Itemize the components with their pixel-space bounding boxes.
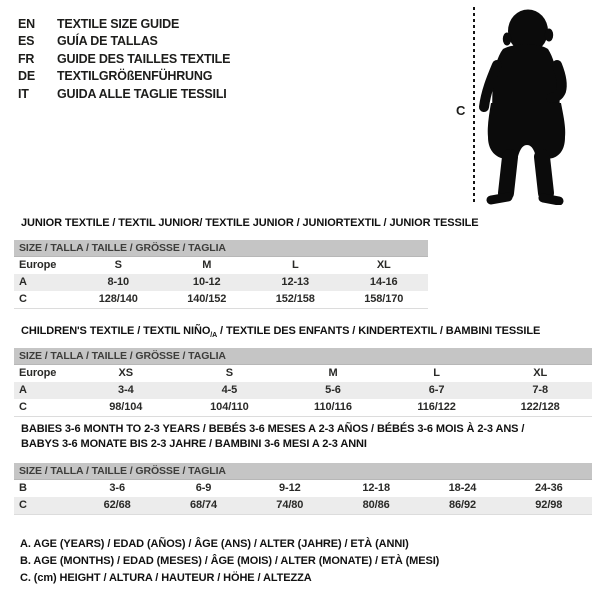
size-cell: M: [328, 367, 338, 379]
age-cell: 4-5: [221, 384, 238, 396]
table-row: [14, 480, 592, 497]
age-cell: 8-10: [107, 276, 130, 288]
age-cell: 3-6: [109, 482, 125, 494]
language-code: IT: [18, 86, 29, 101]
language-label: TEXTILE SIZE GUIDE: [57, 16, 180, 31]
title-text: CHILDREN'S TEXTILE / TEXTIL NIÑO: [21, 325, 211, 337]
row-label: A: [19, 384, 27, 396]
age-cell: 5-6: [325, 384, 341, 396]
size-cell: M: [202, 259, 212, 271]
table-row: [14, 274, 428, 291]
size-cell: S: [225, 367, 234, 379]
size-cell: XL: [376, 259, 391, 271]
age-cell: 12-18: [362, 482, 390, 494]
height-cell: 116/122: [417, 401, 456, 413]
row-label: C: [19, 293, 27, 305]
title-text: / TEXTILE DES ENFANTS / KINDERTEXTIL / BAMBINI TESSILE: [217, 325, 541, 337]
babies-size-table: [14, 463, 592, 515]
size-header-bar: SIZE / TALLA / TAILLE / GRÖSSE / TAGLIA: [14, 240, 428, 257]
height-cell: 158/170: [364, 293, 404, 305]
height-cell: 86/92: [448, 499, 476, 511]
height-cell: 122/128: [520, 401, 560, 413]
height-cell: 68/74: [189, 499, 217, 511]
size-header-bar: SIZE / TALLA / TAILLE / GRÖSSE / TAGLIA: [14, 463, 592, 480]
language-label: GUÍA DE TALLAS: [57, 34, 158, 49]
section-title-children: [21, 325, 540, 339]
row-label: Europe: [19, 367, 57, 379]
height-measure-label: C: [456, 103, 466, 118]
age-cell: 18-24: [448, 482, 477, 494]
size-header-bar: SIZE / TALLA / TAILLE / GRÖSSE / TAGLIA: [14, 348, 592, 365]
junior-size-table: [14, 240, 428, 309]
row-label: C: [19, 499, 27, 511]
height-cell: 140/152: [187, 293, 227, 305]
age-cell: 14-16: [369, 276, 398, 288]
title-line-1: BABIES 3-6 MONTH TO 2-3 YEARS / BEBÉS 3-6 MESES A 2-3 AÑOS / BÉBÉS 3-6 MOIS À 2-3 ANS /: [21, 423, 525, 435]
language-code: FR: [18, 51, 35, 66]
height-cell: 110/116: [314, 401, 352, 413]
row-label: Europe: [19, 259, 57, 271]
table-row: [14, 382, 592, 399]
language-row-es: [18, 33, 230, 51]
height-cell: 62/68: [103, 499, 131, 511]
table-row: [14, 399, 592, 416]
height-cell: 128/140: [98, 293, 138, 305]
age-cell: 9-12: [279, 482, 301, 494]
row-label: B: [19, 482, 27, 494]
age-cell: 6-7: [428, 384, 445, 396]
section-title-junior: JUNIOR TEXTILE / TEXTIL JUNIOR/ TEXTILE JUNIOR / JUNIORTEXTIL / JUNIOR TESSILE: [21, 217, 479, 229]
height-cell: 152/158: [275, 293, 315, 305]
language-row-it: [18, 85, 230, 103]
toddler-silhouette-icon: [455, 5, 600, 205]
table-row: [14, 497, 592, 514]
language-label: GUIDE DES TAILLES TEXTILE: [57, 51, 231, 66]
height-cell: 74/80: [276, 499, 304, 511]
language-code: EN: [18, 16, 35, 31]
size-cell: XS: [118, 367, 134, 379]
section-title-babies: [21, 422, 524, 452]
height-cell: 92/98: [535, 499, 563, 511]
language-code: ES: [18, 34, 35, 49]
legend-line-a: A. AGE (YEARS) / EDAD (AÑOS) / ÂGE (ANS) / ALTER (JAHRE) / ETÀ (ANNI): [20, 538, 409, 550]
title-subscript: /A: [210, 332, 218, 340]
height-cell: 104/110: [210, 401, 249, 413]
language-row-en: [18, 15, 230, 33]
row-label: A: [19, 276, 27, 288]
age-cell: 12-13: [281, 276, 310, 288]
size-cell: L: [291, 259, 299, 271]
row-label: C: [19, 401, 27, 413]
legend-line-c: C. (cm) HEIGHT / ALTURA / HAUTEUR / HÖHE / ALTEZZA: [20, 572, 312, 584]
children-size-table: [14, 348, 592, 417]
language-label: TEXTILGRÖßENFÜHRUNG: [57, 69, 213, 84]
language-row-fr: [18, 50, 230, 68]
age-cell: 10-12: [192, 276, 221, 288]
height-cell: 98/104: [109, 401, 143, 413]
language-list: [18, 15, 230, 103]
language-code: DE: [18, 69, 35, 84]
language-row-de: [18, 68, 230, 86]
height-cell: 80/86: [362, 499, 390, 511]
title-line-2: BABYS 3-6 MONATE BIS 2-3 JAHRE / BAMBINI 3-6 MESI A 2-3 ANNI: [21, 438, 367, 450]
legend-line-b: B. AGE (MONTHS) / EDAD (MESES) / ÂGE (MOIS) / ALTER (MONATE) / ETÀ (MESI): [20, 555, 440, 567]
table-row: [14, 257, 428, 274]
age-cell: 7-8: [532, 384, 548, 396]
footnote-legend: [20, 536, 439, 587]
size-cell: L: [433, 367, 440, 379]
language-label: GUIDA ALLE TAGLIE TESSILI: [57, 86, 227, 101]
age-cell: 24-36: [534, 482, 563, 494]
table-row: [14, 291, 428, 308]
size-cell: XL: [533, 367, 548, 379]
height-figure: [450, 0, 600, 215]
table-row: [14, 365, 592, 382]
age-cell: 3-4: [117, 384, 134, 396]
age-cell: 6-9: [195, 482, 212, 494]
size-cell: S: [114, 259, 122, 271]
